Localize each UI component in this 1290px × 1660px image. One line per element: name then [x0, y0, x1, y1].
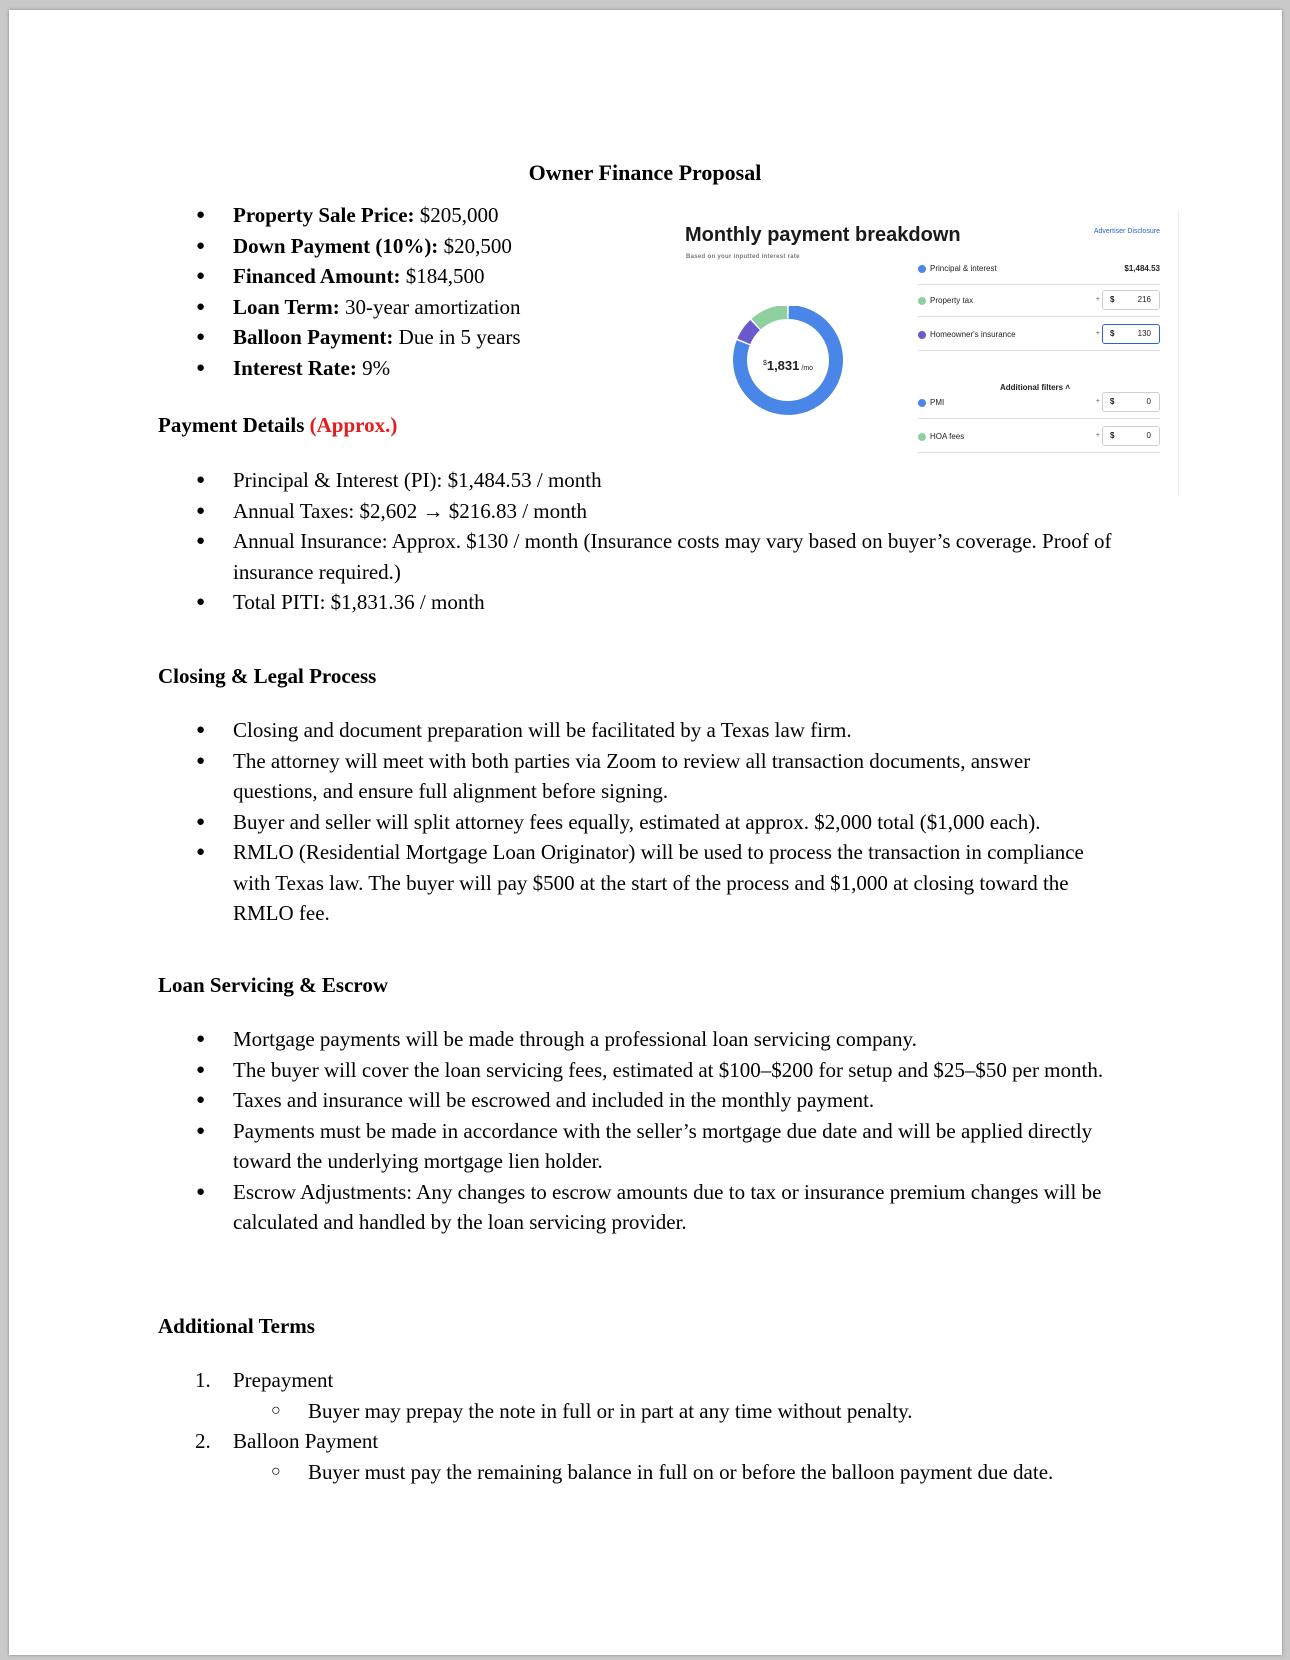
- list-item: ● Closing and document preparation will be facilitated by a Texas law firm.: [158, 715, 1118, 746]
- center-value: 1,831: [766, 358, 800, 373]
- dot-ins: [918, 331, 926, 339]
- list-item: ● Loan Term: 30-year amortization: [158, 292, 1118, 323]
- payment-breakdown-widget: [678, 210, 1179, 495]
- list-item: ● Financed Amount: $184,500: [158, 261, 1118, 292]
- list-item: ● Buyer and seller will split attorney fees equally, estimated at approx. $2,000 total ($1,000 each).: [158, 807, 1118, 838]
- closing-list: [158, 715, 1118, 929]
- list-item: ● Interest Rate: 9%: [158, 353, 1118, 384]
- sub-list-item: ○ Buyer may prepay the note in full or in part at any time without penalty.: [233, 1396, 1118, 1427]
- list-item: ● Annual Taxes: $2,602 → $216.83 / month: [158, 496, 1118, 527]
- section-heading-payment: Payment Details (Approx.): [158, 413, 398, 437]
- row-homeowners-insurance: Homeowner's insurance + $ 130: [918, 320, 1160, 351]
- donut-slice-homeowners-insurance: [744, 325, 755, 341]
- advertiser-disclosure-link[interactable]: Advertiser Disclosure: [1093, 228, 1160, 235]
- sub-list-item: ○ Buyer must pay the remaining balance in full on or before the balloon payment due date.: [233, 1457, 1118, 1488]
- dot-tax: [918, 297, 926, 305]
- list-item: ● Property Sale Price: $205,000: [158, 200, 1118, 231]
- list-item: ● The attorney will meet with both parties via Zoom to review all transaction documents, answer questions, and ensure full alignment before signing.: [158, 746, 1118, 807]
- list-item: ● RMLO (Residential Mortgage Loan Originator) will be used to process the transaction in compliance with Texas law. The buyer will pay $500 at the start of the process and $1,000 at closing toward the RMLO fee.: [158, 837, 1118, 929]
- center-dollar: $: [762, 360, 767, 367]
- list-item: ● Escrow Adjustments: Any changes to escrow amounts due to tax or insurance premium changes will be calculated and handled by the loan servicing provider.: [158, 1177, 1118, 1238]
- payment-donut-chart: [730, 306, 850, 426]
- page-title: Owner Finance Proposal: [528, 160, 762, 185]
- section-heading-closing: Closing & Legal Process: [158, 664, 377, 688]
- list-item: ● Taxes and insurance will be escrowed and included in the monthly payment.: [158, 1085, 1118, 1116]
- dot-pi: [918, 265, 926, 273]
- additional-terms-list: [158, 1365, 1118, 1487]
- list-item: ● Principal & Interest (PI): $1,484.53 / month: [158, 465, 1118, 496]
- homeowners-insurance-input[interactable]: $ 130: [1102, 324, 1160, 344]
- dot-pmi: [918, 399, 926, 407]
- list-item: ● Mortgage payments will be made through a professional loan servicing company.: [158, 1024, 1118, 1055]
- widget-title: Monthly payment breakdown: [685, 224, 961, 246]
- list-item: ● The buyer will cover the loan servicing fees, estimated at $100–$200 for setup and $25–$50 per month.: [158, 1055, 1118, 1086]
- list-item: 2. Balloon Payment ○ Buyer must pay the remaining balance in full on or before the balloon payment due date.: [158, 1426, 1118, 1487]
- list-item: 1. Prepayment ○ Buyer may prepay the note in full or in part at any time without penalty.: [158, 1365, 1118, 1426]
- pmi-input[interactable]: $ 0: [1102, 392, 1160, 412]
- list-item: ● Annual Insurance: Approx. $130 / month (Insurance costs may vary based on buyer’s coverage. Proof of insurance required.): [158, 526, 1118, 587]
- row-property-tax: Property tax + $ 216: [918, 286, 1160, 317]
- hoa-fees-input[interactable]: $ 0: [1102, 426, 1160, 446]
- additional-filters-toggle[interactable]: Additional filters ˄: [1000, 383, 1071, 392]
- widget-subtitle: Based on your inputted interest rate: [686, 254, 800, 260]
- row-pmi: PMI + $ 0: [918, 388, 1160, 419]
- list-item: ● Down Payment (10%): $20,500: [158, 231, 1118, 262]
- list-item: ● Payments must be made in accordance with the seller’s mortgage due date and will be applied directly toward the underlying mortgage lien holder.: [158, 1116, 1118, 1177]
- row-principal-interest: Principal & interest $1,484.53: [918, 254, 1160, 285]
- list-item: ● Balloon Payment: Due in 5 years: [158, 322, 1118, 353]
- section-heading-additional: Additional Terms: [158, 1314, 315, 1338]
- donut-slice-property-tax: [756, 312, 787, 324]
- svg-text:$1,831/mo: [763, 358, 813, 373]
- row-hoa-fees: HOA fees + $ 0: [918, 422, 1160, 453]
- list-item: ● Total PITI: $1,831.36 / month: [158, 587, 1118, 618]
- section-heading-servicing: Loan Servicing & Escrow: [158, 973, 389, 997]
- servicing-list: [158, 1024, 1118, 1238]
- dot-hoa: [918, 433, 926, 441]
- property-tax-input[interactable]: $ 216: [1102, 290, 1160, 310]
- center-unit: /mo: [801, 365, 814, 372]
